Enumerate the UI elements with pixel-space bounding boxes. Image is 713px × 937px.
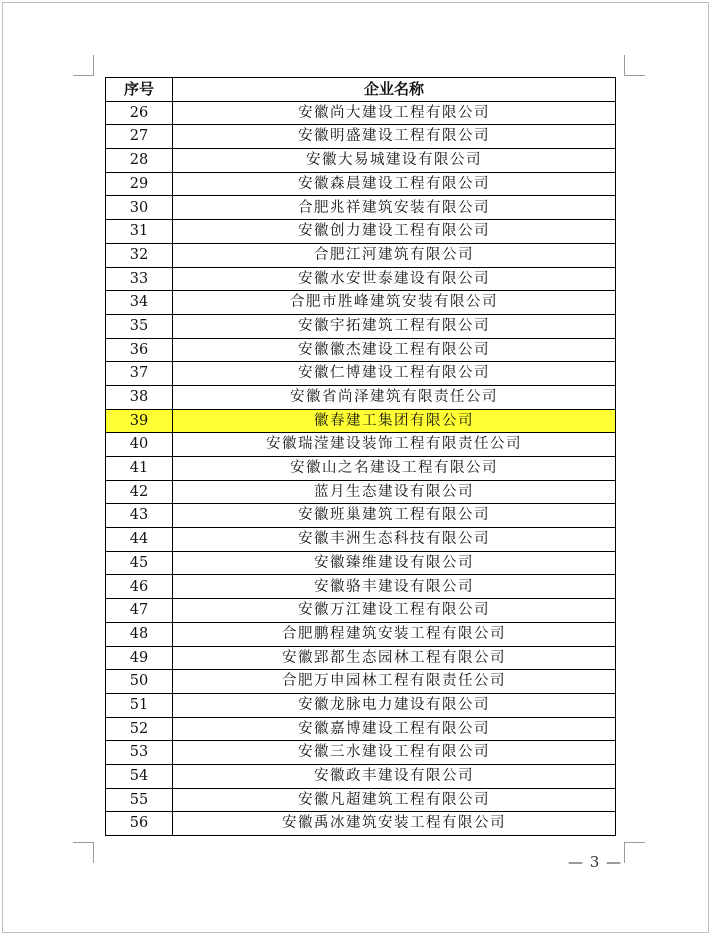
header-serial-number: 序号 <box>106 78 173 102</box>
crop-mark-bottom-left <box>73 842 94 863</box>
company-name-cell: 安徽骆丰建设有限公司 <box>173 575 616 599</box>
table-row <box>106 125 616 149</box>
company-name-cell: 安徽万江建设工程有限公司 <box>173 599 616 623</box>
serial-number-cell: 44 <box>106 528 173 552</box>
table-row <box>106 764 616 788</box>
company-name-cell: 安徽凡超建筑工程有限公司 <box>173 788 616 812</box>
company-name-cell: 安徽龙脉电力建设有限公司 <box>173 693 616 717</box>
table-row <box>106 149 616 173</box>
serial-number-cell: 56 <box>106 812 173 836</box>
table-row <box>106 457 616 481</box>
company-name-cell: 安徽丰洲生态科技有限公司 <box>173 528 616 552</box>
serial-number-cell: 32 <box>106 243 173 267</box>
table-row <box>106 575 616 599</box>
company-name-cell: 安徽创力建设工程有限公司 <box>173 220 616 244</box>
table-row <box>106 338 616 362</box>
table-row <box>106 172 616 196</box>
company-name-cell: 合肥市胜峰建筑安装有限公司 <box>173 291 616 315</box>
serial-number-cell: 51 <box>106 693 173 717</box>
table-header-row <box>106 78 616 102</box>
company-name-cell: 安徽尚大建设工程有限公司 <box>173 101 616 125</box>
table-row <box>106 622 616 646</box>
company-table <box>105 77 616 836</box>
serial-number-cell: 31 <box>106 220 173 244</box>
serial-number-cell: 36 <box>106 338 173 362</box>
company-name-cell: 安徽山之名建设工程有限公司 <box>173 457 616 481</box>
serial-number-cell: 42 <box>106 480 173 504</box>
table-row <box>106 551 616 575</box>
table-row <box>106 741 616 765</box>
table-row <box>106 243 616 267</box>
company-name-cell: 安徽瑞滢建设装饰工程有限责任公司 <box>173 433 616 457</box>
table-row <box>106 267 616 291</box>
serial-number-cell: 46 <box>106 575 173 599</box>
table-row <box>106 101 616 125</box>
company-name-cell: 安徽禹冰建筑安装工程有限公司 <box>173 812 616 836</box>
serial-number-cell: 48 <box>106 622 173 646</box>
serial-number-cell: 53 <box>106 741 173 765</box>
table-row <box>106 646 616 670</box>
crop-mark-bottom-right <box>624 842 645 863</box>
serial-number-cell: 39 <box>106 409 173 433</box>
serial-number-cell: 43 <box>106 504 173 528</box>
company-name-cell: 安徽政丰建设有限公司 <box>173 764 616 788</box>
table-row <box>106 670 616 694</box>
company-name-cell: 安徽仁博建设工程有限公司 <box>173 362 616 386</box>
crop-mark-top-left <box>73 55 94 76</box>
serial-number-cell: 37 <box>106 362 173 386</box>
serial-number-cell: 49 <box>106 646 173 670</box>
serial-number-cell: 38 <box>106 385 173 409</box>
serial-number-cell: 41 <box>106 457 173 481</box>
table-row-highlighted <box>106 409 616 433</box>
serial-number-cell: 29 <box>106 172 173 196</box>
page-number: — 3 — <box>568 853 623 871</box>
serial-number-cell: 50 <box>106 670 173 694</box>
table-row <box>106 480 616 504</box>
company-name-cell: 安徽明盛建设工程有限公司 <box>173 125 616 149</box>
serial-number-cell: 33 <box>106 267 173 291</box>
company-name-cell: 安徽省尚泽建筑有限责任公司 <box>173 385 616 409</box>
table-row <box>106 504 616 528</box>
table-body <box>106 101 616 835</box>
company-name-cell: 安徽嘉博建设工程有限公司 <box>173 717 616 741</box>
table-row <box>106 433 616 457</box>
table-row <box>106 528 616 552</box>
crop-mark-top-right <box>624 55 645 76</box>
table-row <box>106 812 616 836</box>
serial-number-cell: 28 <box>106 149 173 173</box>
company-name-cell: 蓝月生态建设有限公司 <box>173 480 616 504</box>
company-name-cell: 合肥鹏程建筑安装工程有限公司 <box>173 622 616 646</box>
table-row <box>106 385 616 409</box>
table-row <box>106 788 616 812</box>
company-name-cell: 安徽班巢建筑工程有限公司 <box>173 504 616 528</box>
serial-number-cell: 55 <box>106 788 173 812</box>
table-row <box>106 291 616 315</box>
table-row <box>106 196 616 220</box>
company-name-cell: 徽春建工集团有限公司 <box>173 409 616 433</box>
company-name-cell: 安徽大易城建设有限公司 <box>173 149 616 173</box>
company-name-cell: 安徽三水建设工程有限公司 <box>173 741 616 765</box>
company-name-cell: 安徽郢都生态园林工程有限公司 <box>173 646 616 670</box>
table-row <box>106 693 616 717</box>
table-row <box>106 220 616 244</box>
company-name-cell: 安徽宇拓建筑工程有限公司 <box>173 314 616 338</box>
company-name-cell: 安徽臻维建设有限公司 <box>173 551 616 575</box>
company-name-cell: 安徽水安世泰建设有限公司 <box>173 267 616 291</box>
company-name-cell: 合肥兆祥建筑安装有限公司 <box>173 196 616 220</box>
company-name-cell: 合肥万申园林工程有限责任公司 <box>173 670 616 694</box>
company-name-cell: 安徽森晨建设工程有限公司 <box>173 172 616 196</box>
company-name-cell: 安徽徽杰建设工程有限公司 <box>173 338 616 362</box>
serial-number-cell: 40 <box>106 433 173 457</box>
serial-number-cell: 54 <box>106 764 173 788</box>
table-row <box>106 314 616 338</box>
serial-number-cell: 27 <box>106 125 173 149</box>
table-row <box>106 599 616 623</box>
serial-number-cell: 35 <box>106 314 173 338</box>
serial-number-cell: 45 <box>106 551 173 575</box>
serial-number-cell: 47 <box>106 599 173 623</box>
serial-number-cell: 52 <box>106 717 173 741</box>
serial-number-cell: 34 <box>106 291 173 315</box>
serial-number-cell: 26 <box>106 101 173 125</box>
company-name-cell: 合肥江河建筑有限公司 <box>173 243 616 267</box>
table-row <box>106 717 616 741</box>
table-row <box>106 362 616 386</box>
header-company-name: 企业名称 <box>173 78 616 102</box>
serial-number-cell: 30 <box>106 196 173 220</box>
